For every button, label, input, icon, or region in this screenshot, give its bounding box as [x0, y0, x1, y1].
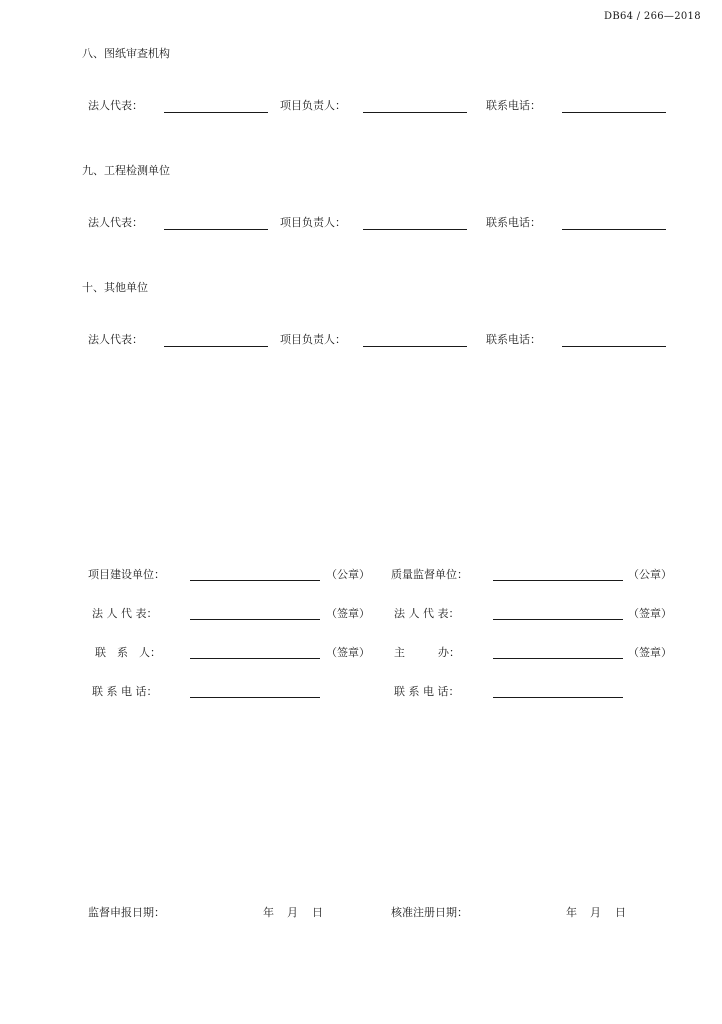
official-seal-mark: （公章）	[326, 568, 370, 581]
official-seal-mark: （公章）	[628, 568, 672, 581]
section-title-drawing-review: 八、图纸审查机构	[82, 47, 170, 60]
construction-unit-label: 项目建设单位：	[88, 568, 165, 581]
signature-seal-mark: （签章）	[628, 646, 672, 659]
construction-unit-line[interactable]	[190, 580, 320, 581]
approve-year-mark: 年	[566, 906, 577, 919]
phone-label: 联系电话：	[486, 99, 541, 112]
legal-rep-line[interactable]	[164, 229, 268, 230]
supervision-unit-line[interactable]	[493, 580, 623, 581]
contact-person-line[interactable]	[190, 658, 320, 659]
phone-line[interactable]	[562, 112, 666, 113]
handler-label: 主 办：	[394, 646, 460, 659]
report-month-mark: 月	[287, 906, 298, 919]
right-legal-rep-line[interactable]	[493, 619, 623, 620]
project-lead-label: 项目负责人：	[280, 216, 346, 229]
right-phone-label: 联 系 电 话：	[394, 685, 460, 698]
report-date-label: 监督申报日期：	[88, 906, 165, 919]
legal-rep-label: 法人代表：	[88, 99, 143, 112]
project-lead-line[interactable]	[363, 229, 467, 230]
handler-line[interactable]	[493, 658, 623, 659]
project-lead-line[interactable]	[363, 346, 467, 347]
signature-seal-mark: （签章）	[326, 646, 370, 659]
phone-label: 联系电话：	[486, 216, 541, 229]
left-phone-line[interactable]	[190, 697, 320, 698]
legal-rep-label: 法人代表：	[88, 216, 143, 229]
legal-rep-label: 法人代表：	[88, 333, 143, 346]
approve-day-mark: 日	[615, 906, 626, 919]
report-year-mark: 年	[263, 906, 274, 919]
approve-month-mark: 月	[590, 906, 601, 919]
phone-line[interactable]	[562, 346, 666, 347]
left-legal-rep-line[interactable]	[190, 619, 320, 620]
project-lead-label: 项目负责人：	[280, 99, 346, 112]
section-title-testing-unit: 九、工程检测单位	[82, 164, 170, 177]
contact-person-label: 联 系 人：	[95, 646, 161, 659]
signature-seal-mark: （签章）	[628, 607, 672, 620]
approve-date-label: 核准注册日期：	[391, 906, 468, 919]
signature-seal-mark: （签章）	[326, 607, 370, 620]
phone-label: 联系电话：	[486, 333, 541, 346]
project-lead-line[interactable]	[363, 112, 467, 113]
right-phone-line[interactable]	[493, 697, 623, 698]
left-legal-rep-label: 法 人 代 表：	[92, 607, 158, 620]
section-title-other-units: 十、其他单位	[82, 281, 148, 294]
project-lead-label: 项目负责人：	[280, 333, 346, 346]
supervision-unit-label: 质量监督单位：	[391, 568, 468, 581]
left-phone-label: 联 系 电 话：	[92, 685, 158, 698]
phone-line[interactable]	[562, 229, 666, 230]
report-day-mark: 日	[312, 906, 323, 919]
legal-rep-line[interactable]	[164, 346, 268, 347]
legal-rep-line[interactable]	[164, 112, 268, 113]
doc-code: DB64 / 266—2018	[604, 11, 701, 22]
right-legal-rep-label: 法 人 代 表：	[394, 607, 460, 620]
